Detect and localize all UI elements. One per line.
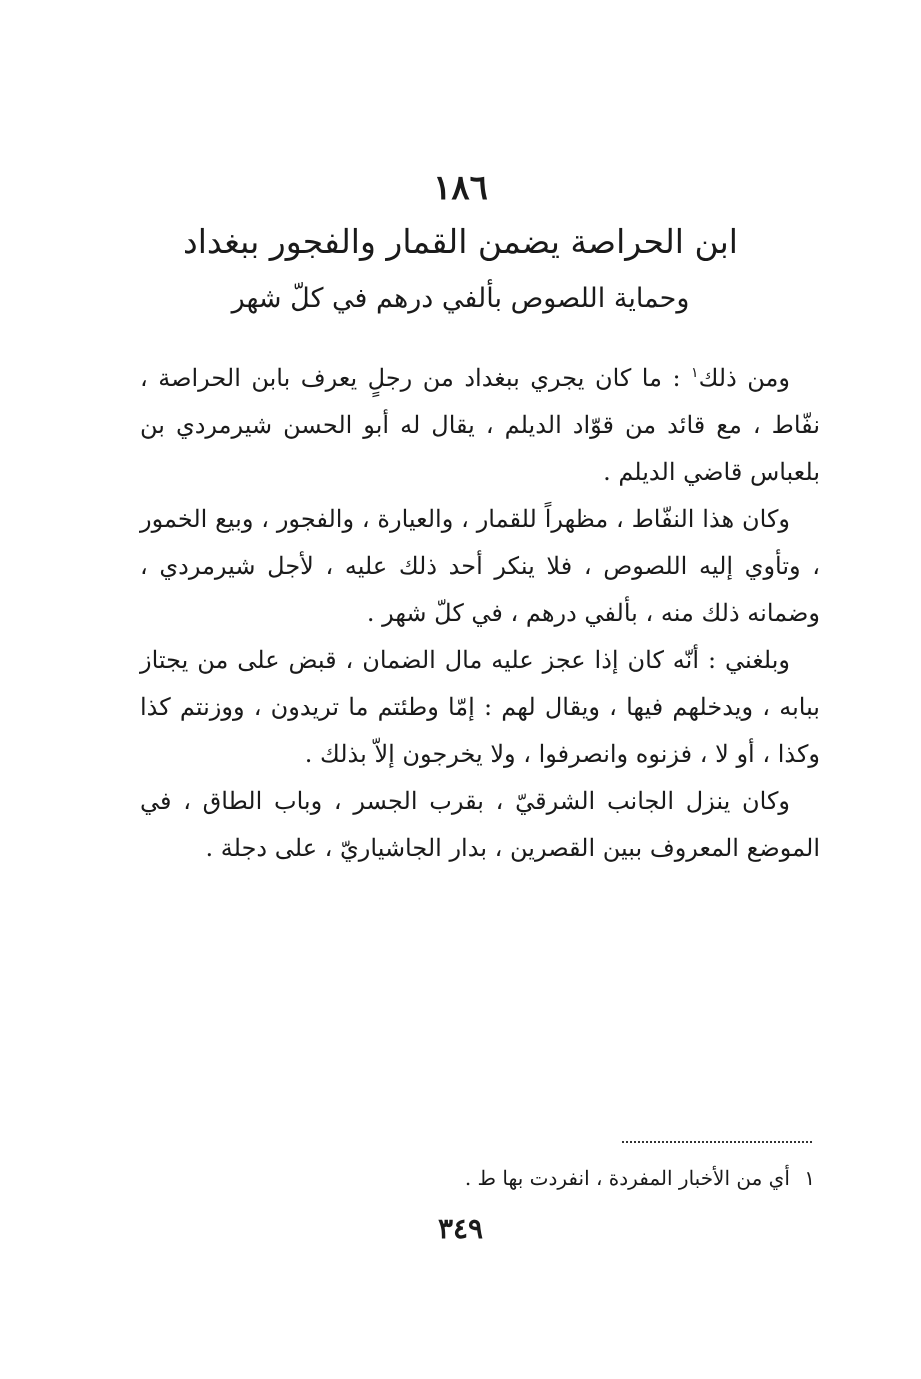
footnote-divider	[622, 1141, 812, 1143]
footnote-number: ١	[804, 1166, 815, 1190]
footnote-reference: ١	[691, 365, 699, 381]
body-text	[140, 350, 820, 872]
footnote	[300, 1166, 815, 1190]
section-number: ١٨٦	[433, 168, 488, 208]
paragraph-2: وكان هذا النفّاط ، مظهراً للقمار ، والعيارة ، والفجور ، وبيع الخمور ، وتأوي إليه اللصوص ، فلا ينكر أحد ذلك عليه ، لأجل شيرمردي ، وضمانه ذلك منه ، بألفي درهم ، في كلّ شهر .	[140, 505, 820, 627]
paragraph-3: وبلغني : أنّه كان إذا عجز عليه مال الضمان ، قبض على من يجتاز ببابه ، ويدخلهم فيها ، ويقال لهم : إمّا وطئتم ما تريدون ، ووزنتم كذا وكذا ، أو لا ، فزنوه وانصرفوا ، ولا يخرجون إلاّ بذلك .	[140, 646, 820, 768]
chapter-title: ابن الحراصة يضمن القمار والفجور ببغداد	[183, 222, 738, 261]
paragraph-4: وكان ينزل الجانب الشرقيّ ، بقرب الجسر ، وباب الطاق ، في الموضع المعروف ببين القصرين ، بدار الجاشياريّ ، على دجلة .	[140, 787, 820, 862]
paragraph-1	[140, 350, 820, 496]
paragraph-1-rest: : ما كان يجري ببغداد من رجلٍ يعرف بابن الحراصة ، نفّاط ، مع قائد من قوّاد الديلم ، يقال له أبو الحسن شيرمردي بن بلعباس قاضي الديلم .	[140, 364, 820, 486]
paragraph-1-start: ومن ذلك	[698, 364, 791, 392]
chapter-subtitle: وحماية اللصوص بألفي درهم في كلّ شهر	[231, 283, 690, 314]
footnote-text: أي من الأخبار المفردة ، انفردت بها ط .	[464, 1166, 790, 1190]
page-number: ٣٤٩	[437, 1212, 484, 1245]
